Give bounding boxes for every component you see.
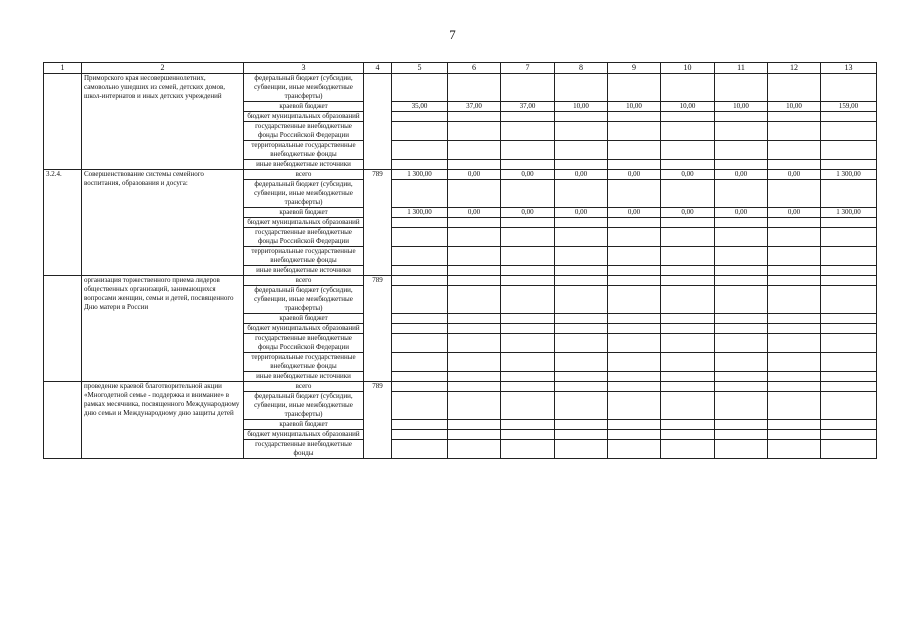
amount-cell [555,382,608,392]
header-cell: 13 [821,63,877,74]
amount-cell [392,141,448,160]
funding-source: федеральный бюджет (субсидии, субвенции, иные межбюджетные трансферты) [244,74,364,102]
header-cell: 3 [244,63,364,74]
amount-cell [768,141,821,160]
amount-cell [608,334,661,353]
amount-cell [555,122,608,141]
funding-source: бюджет муниципальных образований [244,218,364,228]
amount-cell: 0,00 [715,208,768,218]
amount-cell [715,392,768,420]
amount-cell [501,180,555,208]
amount-cell [501,247,555,266]
item-name: проведение краевой благотворительной акции «Многодетной семье - поддержка и внимание» в рамках месячника, посвященного Международному дню семьи и Международному дню защиты детей [82,382,244,459]
amount-cell [392,276,448,286]
amount-cell [501,74,555,102]
amount-cell [448,430,501,440]
amount-cell: 37,00 [501,102,555,112]
amount-cell [821,266,877,276]
amount-cell [555,324,608,334]
table-row [44,74,877,102]
amount-cell [821,353,877,372]
amount-cell [608,218,661,228]
amount-cell [768,440,821,459]
amount-cell [555,353,608,372]
amount-cell [768,392,821,420]
amount-cell [715,420,768,430]
amount-cell [768,74,821,102]
amount-cell [768,324,821,334]
amount-cell [661,353,715,372]
amount-cell [448,228,501,247]
amount-cell [448,314,501,324]
amount-cell [501,112,555,122]
amount-cell [821,247,877,266]
amount-cell [715,314,768,324]
amount-cell [821,74,877,102]
amount-cell [821,160,877,170]
amount-cell [501,353,555,372]
amount-cell [661,286,715,314]
amount-cell: 10,00 [768,102,821,112]
amount-cell [392,420,448,430]
amount-cell [555,141,608,160]
amount-cell [821,314,877,324]
kbk-code [364,74,392,170]
amount-cell [821,440,877,459]
amount-cell [715,430,768,440]
funding-source: иные внебюджетные источники [244,372,364,382]
amount-cell: 0,00 [768,170,821,180]
amount-cell [768,122,821,141]
amount-cell [608,286,661,314]
amount-cell [715,324,768,334]
amount-cell [768,266,821,276]
amount-cell [501,440,555,459]
amount-cell [768,112,821,122]
amount-cell [448,74,501,102]
amount-cell [821,324,877,334]
funding-source: всего [244,276,364,286]
amount-cell [661,382,715,392]
amount-cell [448,286,501,314]
header-cell: 1 [44,63,82,74]
amount-cell [555,74,608,102]
header-cell: 8 [555,63,608,74]
amount-cell [715,266,768,276]
amount-cell [661,141,715,160]
amount-cell [821,286,877,314]
amount-cell [555,392,608,420]
amount-cell [501,141,555,160]
amount-cell [608,353,661,372]
funding-source: государственные внебюджетные фонды Российской Федерации [244,334,364,353]
amount-cell [448,276,501,286]
amount-cell: 37,00 [448,102,501,112]
amount-cell [448,141,501,160]
amount-cell [392,74,448,102]
amount-cell [555,420,608,430]
amount-cell [608,112,661,122]
amount-cell [608,420,661,430]
funding-source: краевой бюджет [244,208,364,218]
kbk-code: 789 [364,382,392,459]
amount-cell [555,440,608,459]
amount-cell [715,247,768,266]
table-row [44,170,877,180]
amount-cell [768,353,821,372]
amount-cell [392,247,448,266]
amount-cell [661,440,715,459]
amount-cell [501,430,555,440]
header-cell: 10 [661,63,715,74]
amount-cell [501,228,555,247]
funding-source: территориальные государственные внебюджетные фонды [244,353,364,372]
amount-cell [448,180,501,208]
amount-cell [661,266,715,276]
amount-cell [821,420,877,430]
amount-cell: 1 300,00 [821,170,877,180]
amount-cell [392,160,448,170]
amount-cell [501,392,555,420]
amount-cell [661,180,715,208]
amount-cell [448,382,501,392]
amount-cell [392,382,448,392]
header-cell: 6 [448,63,501,74]
amount-cell [821,392,877,420]
amount-cell [501,334,555,353]
header-cell: 5 [392,63,448,74]
amount-cell [821,180,877,208]
amount-cell [608,74,661,102]
page-number: 7 [449,27,456,42]
amount-cell [448,334,501,353]
amount-cell [821,276,877,286]
amount-cell: 0,00 [661,208,715,218]
header-cell: 4 [364,63,392,74]
amount-cell [501,420,555,430]
amount-cell: 10,00 [608,102,661,112]
amount-cell [555,286,608,314]
amount-cell: 0,00 [448,208,501,218]
amount-cell: 0,00 [448,170,501,180]
amount-cell [661,314,715,324]
amount-cell [448,266,501,276]
header-cell: 2 [82,63,244,74]
amount-cell [555,372,608,382]
amount-cell [768,334,821,353]
header-cell: 7 [501,63,555,74]
amount-cell [715,180,768,208]
amount-cell [715,382,768,392]
amount-cell [501,314,555,324]
amount-cell [661,392,715,420]
amount-cell [608,430,661,440]
amount-cell: 10,00 [661,102,715,112]
amount-cell [501,286,555,314]
amount-cell [392,266,448,276]
amount-cell [501,160,555,170]
amount-cell [768,314,821,324]
amount-cell [768,286,821,314]
amount-cell [392,334,448,353]
amount-cell [661,420,715,430]
funding-source: краевой бюджет [244,420,364,430]
funding-source: федеральный бюджет (субсидии, субвенции, иные межбюджетные трансферты) [244,180,364,208]
amount-cell [661,324,715,334]
amount-cell [821,141,877,160]
amount-cell: 0,00 [501,208,555,218]
funding-source: всего [244,382,364,392]
amount-cell [448,122,501,141]
amount-cell [768,160,821,170]
amount-cell [821,382,877,392]
amount-cell [555,228,608,247]
header-row [44,63,877,74]
header-cell: 9 [608,63,661,74]
amount-cell [768,218,821,228]
amount-cell [715,228,768,247]
amount-cell [768,276,821,286]
amount-cell [661,334,715,353]
amount-cell [392,112,448,122]
amount-cell [821,218,877,228]
amount-cell [661,74,715,102]
amount-cell: 1 300,00 [821,208,877,218]
amount-cell [392,122,448,141]
funding-source: бюджет муниципальных образований [244,112,364,122]
amount-cell: 0,00 [715,170,768,180]
amount-cell: 1 300,00 [392,170,448,180]
amount-cell [555,430,608,440]
amount-cell [555,266,608,276]
amount-cell [448,324,501,334]
amount-cell [608,228,661,247]
amount-cell [392,218,448,228]
amount-cell [392,440,448,459]
amount-cell [715,353,768,372]
amount-cell [661,112,715,122]
amount-cell [715,440,768,459]
amount-cell [608,141,661,160]
item-code [44,382,82,459]
amount-cell: 159,00 [821,102,877,112]
amount-cell: 0,00 [661,170,715,180]
amount-cell [715,112,768,122]
amount-cell [448,372,501,382]
amount-cell [501,382,555,392]
amount-cell [555,314,608,324]
funding-source: государственные внебюджетные фонды Российской Федерации [244,228,364,247]
amount-cell [555,247,608,266]
amount-cell [661,430,715,440]
amount-cell [715,334,768,353]
funding-source: бюджет муниципальных образований [244,430,364,440]
amount-cell [608,440,661,459]
funding-source: бюджет муниципальных образований [244,324,364,334]
amount-cell [768,372,821,382]
amount-cell [555,334,608,353]
amount-cell [501,218,555,228]
amount-cell [821,112,877,122]
amount-cell: 0,00 [608,208,661,218]
amount-cell [608,382,661,392]
amount-cell [661,247,715,266]
amount-cell: 35,00 [392,102,448,112]
amount-cell [608,180,661,208]
amount-cell [501,122,555,141]
amount-cell [501,276,555,286]
amount-cell [448,160,501,170]
amount-cell [661,228,715,247]
amount-cell [715,160,768,170]
budget-table [43,62,877,459]
header-cell: 11 [715,63,768,74]
amount-cell [715,276,768,286]
funding-source: территориальные государственные внебюджетные фонды [244,247,364,266]
amount-cell [392,430,448,440]
table-row [44,382,877,392]
amount-cell [392,286,448,314]
amount-cell [661,122,715,141]
amount-cell [555,276,608,286]
amount-cell: 0,00 [608,170,661,180]
amount-cell [555,112,608,122]
amount-cell [501,324,555,334]
amount-cell [608,314,661,324]
amount-cell: 10,00 [555,102,608,112]
amount-cell [608,372,661,382]
amount-cell: 0,00 [555,208,608,218]
item-code: 3.2.4. [44,170,82,276]
amount-cell [768,228,821,247]
amount-cell: 0,00 [768,208,821,218]
kbk-code: 789 [364,276,392,382]
funding-source: иные внебюджетные источники [244,160,364,170]
item-code [44,74,82,170]
amount-cell [608,122,661,141]
funding-source: территориальные государственные внебюджетные фонды [244,141,364,160]
funding-source: федеральный бюджет (субсидии, субвенции, иные межбюджетные трансферты) [244,392,364,420]
amount-cell [715,74,768,102]
amount-cell: 1 300,00 [392,208,448,218]
amount-cell [392,392,448,420]
table-row [44,276,877,286]
funding-source: краевой бюджет [244,314,364,324]
amount-cell [821,334,877,353]
amount-cell [392,314,448,324]
amount-cell [608,276,661,286]
amount-cell [392,324,448,334]
funding-source: краевой бюджет [244,102,364,112]
amount-cell [661,372,715,382]
amount-cell [448,420,501,430]
amount-cell [392,353,448,372]
amount-cell [608,392,661,420]
amount-cell: 0,00 [555,170,608,180]
item-code [44,276,82,382]
amount-cell [768,247,821,266]
funding-source: всего [244,170,364,180]
amount-cell [821,430,877,440]
amount-cell [392,372,448,382]
amount-cell [715,122,768,141]
item-name: организация торжественного приема лидеров общественных организаций, занимающихся вопросами женщин, семьи и детей, посвященного Дню матери в России [82,276,244,382]
amount-cell [448,247,501,266]
amount-cell [448,353,501,372]
amount-cell [392,228,448,247]
amount-cell [821,228,877,247]
amount-cell [661,160,715,170]
amount-cell [555,180,608,208]
amount-cell [768,382,821,392]
funding-source: федеральный бюджет (субсидии, субвенции, иные межбюджетные трансферты) [244,286,364,314]
amount-cell [501,266,555,276]
amount-cell [661,218,715,228]
amount-cell [448,218,501,228]
amount-cell [608,247,661,266]
item-name: Приморского края несовершеннолетних, самовольно ушедших из семей, детских домов, школ-интернатов и иных детских учреждений [82,74,244,170]
amount-cell [715,286,768,314]
amount-cell [768,180,821,208]
amount-cell [715,218,768,228]
amount-cell [555,160,608,170]
amount-cell [392,180,448,208]
item-name: Совершенствование системы семейного воспитания, образования и досуга: [82,170,244,276]
amount-cell [501,372,555,382]
amount-cell [661,276,715,286]
kbk-code: 789 [364,170,392,276]
funding-source: государственные внебюджетные фонды Российской Федерации [244,122,364,141]
amount-cell [715,141,768,160]
amount-cell [555,218,608,228]
amount-cell [768,430,821,440]
amount-cell [821,122,877,141]
header-cell: 12 [768,63,821,74]
amount-cell [715,372,768,382]
amount-cell [768,420,821,430]
funding-source: государственные внебюджетные фонды [244,440,364,459]
amount-cell [448,112,501,122]
amount-cell: 10,00 [715,102,768,112]
amount-cell [608,324,661,334]
amount-cell [608,160,661,170]
amount-cell [608,266,661,276]
amount-cell [448,392,501,420]
funding-source: иные внебюджетные источники [244,266,364,276]
amount-cell [448,440,501,459]
amount-cell: 0,00 [501,170,555,180]
amount-cell [821,372,877,382]
